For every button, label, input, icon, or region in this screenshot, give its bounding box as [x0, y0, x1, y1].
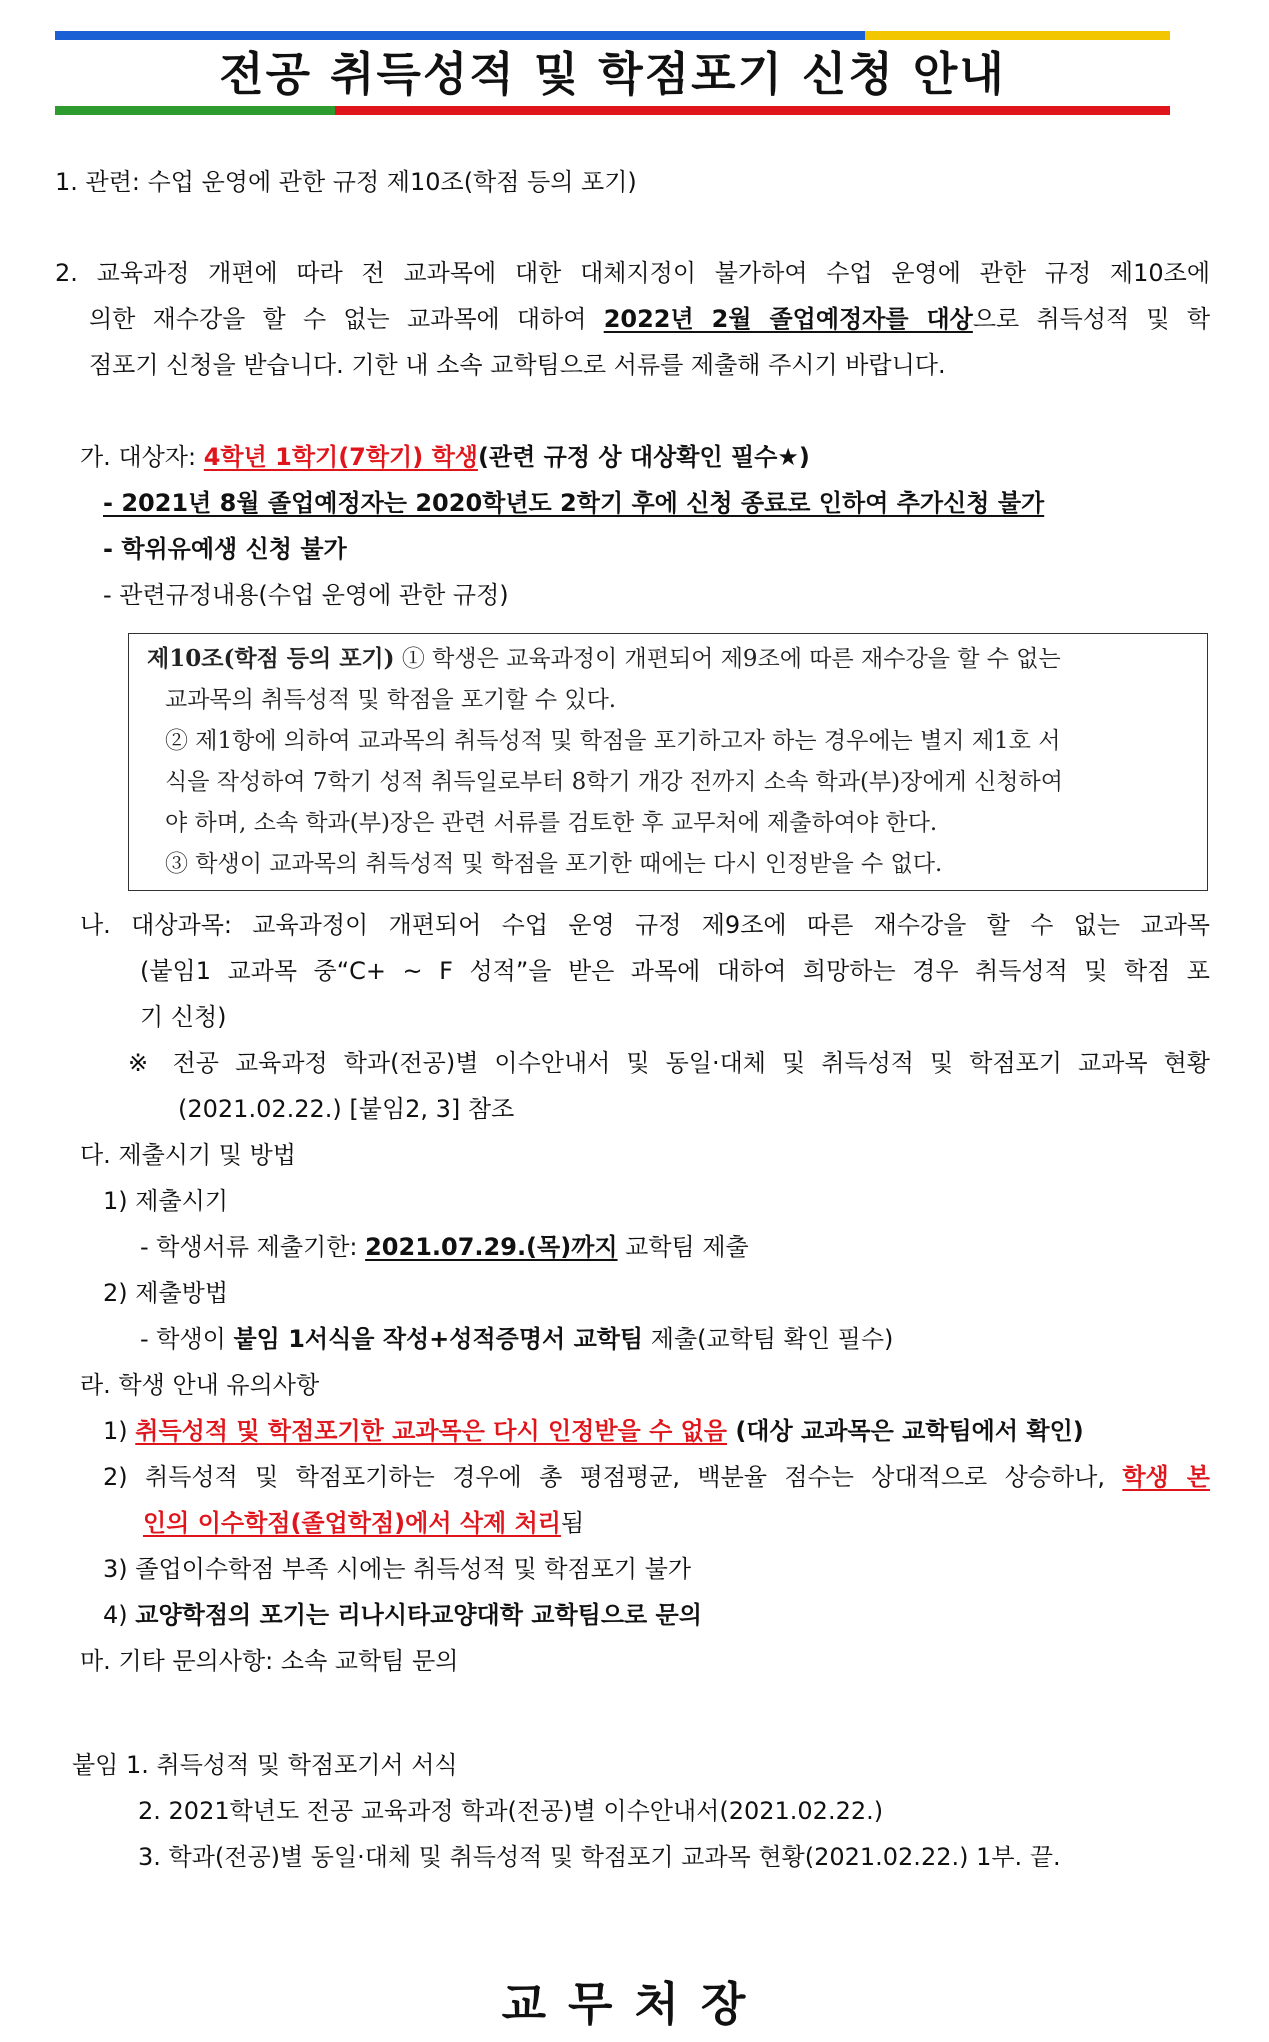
item-2-text: 의한 재수강을 할 수 없는 교과목에 대하여 — [89, 305, 604, 333]
ra-note-2-warning-end: 인의 이수학점(졸업학점)에서 삭제 처리 — [143, 1509, 561, 1537]
da-deadline — [140, 1232, 749, 1262]
deadline-date: 2021.07.29.(목)까지 — [365, 1233, 618, 1261]
regulation-line-5: 야 하며, 소속 학과(부)장은 관련 서류를 검토한 후 교무처에 제출하여야 한다. — [165, 810, 938, 836]
regulation-line-4: 식을 작성하여 7학기 성적 취득일로부터 8학기 개강 전까지 소속 학과(부)장에게 신청하여 — [165, 769, 1063, 795]
section-ga-target — [80, 442, 810, 472]
method-tail: 제출(교학팀 확인 필수) — [643, 1325, 894, 1353]
section-na-subjects-line-3: 기 신청) — [140, 1003, 227, 1031]
ra-note-1-warning: 취득성적 및 학점포기한 교과목은 다시 인정받을 수 없음 — [135, 1417, 727, 1445]
regulation-line-1 — [147, 644, 1061, 674]
ra-note-2-tail: 됨 — [560, 1509, 585, 1537]
signature-academic-affairs-dean: 교무처장 — [501, 1977, 768, 2031]
top-bar-blue-segment — [55, 31, 865, 40]
ra-note-2-text: 2) 취득성적 및 학점포기하는 경우에 총 평점평균, 백분율 점수는 상대적으로 상승하나, — [103, 1463, 1123, 1491]
section-na-subjects-line-1: 나. 대상과목: 교육과정이 개편되어 수업 운영 규정 제9조에 따른 재수강을 할 수 없는 교과목 — [80, 911, 1210, 939]
attachment-1: 붙임 1. 취득성적 및 학점포기서 서식 — [72, 1751, 458, 1779]
title-top-bar — [55, 31, 1170, 40]
section-ra-heading: 라. 학생 안내 유의사항 — [80, 1371, 320, 1399]
item-2-text-tail: 으로 취득성적 및 학 — [972, 305, 1211, 333]
ga-bullet-1 — [103, 488, 1044, 518]
regulation-line-2: 교과목의 취득성적 및 학점을 포기할 수 있다. — [165, 687, 617, 713]
ra-note-2-line-2 — [143, 1508, 584, 1538]
section-ma-contact: 마. 기타 문의사항: 소속 교학팀 문의 — [80, 1647, 459, 1675]
page-title: 전공 취득성적 및 학점포기 신청 안내 — [219, 47, 1006, 101]
da-method-detail — [140, 1324, 893, 1354]
ga-confirm-note: (관련 규정 상 대상확인 필수★) — [477, 443, 810, 471]
regulation-line-6: ③ 학생이 교과목의 취득성적 및 학점을 포기한 때에는 다시 인정받을 수 없다. — [165, 851, 943, 877]
section-na-subjects-line-2: (붙임1 교과목 중“C+ ~ F 성적”을 받은 과목에 대하여 희망하는 경우 취득성적 및 학점 포 — [140, 957, 1210, 985]
ga-bullet-3: - 관련규정내용(수업 운영에 관한 규정) — [103, 581, 509, 609]
item-2-line-2 — [89, 304, 1210, 334]
deadline-tail: 교학팀 제출 — [617, 1233, 749, 1261]
bottom-bar-green-segment — [55, 106, 335, 115]
ra-note-1-detail: (대상 교과목은 교학팀에서 확인) — [726, 1417, 1084, 1445]
ra-note-2-line-1 — [103, 1462, 1210, 1492]
item-2-line-1: 2. 교육과정 개편에 따라 전 교과목에 대한 대체지정이 불가하여 수업 운영에 관한 규정 제10조에 — [55, 259, 1210, 287]
top-bar-yellow-segment — [865, 31, 1170, 40]
na-reference-note-2: (2021.02.22.) [붙임2, 3] 참조 — [178, 1095, 515, 1123]
ga-target-students: 4학년 1학기(7학기) 학생 — [203, 443, 478, 471]
item-2-line-3: 점포기 신청을 받습니다. 기한 내 소속 교학팀으로 서류를 제출해 주시기 바랍니다. — [89, 351, 946, 379]
target-graduates-highlight: 2022년 2월 졸업예정자를 대상 — [603, 305, 973, 333]
ra-note-1 — [103, 1416, 1084, 1446]
bottom-bar-red-segment — [335, 106, 1170, 115]
title-bottom-bar — [55, 106, 1170, 115]
regulation-line-3: ② 제1항에 의하여 교과목의 취득성적 및 학점을 포기하고자 하는 경우에는 별지 제1호 서 — [165, 728, 1061, 754]
ra-note-4 — [103, 1600, 702, 1630]
item-1-related-regulation: 1. 관련: 수업 운영에 관한 규정 제10조(학점 등의 포기) — [55, 168, 637, 196]
ra-note-1-number: 1) — [103, 1417, 136, 1445]
ga-bullet-1-text: - 2021년 8월 졸업예정자는 2020학년도 2학기 후에 신청 종료로 인하여 추가신청 불가 — [103, 489, 1045, 517]
attachment-3: 3. 학과(전공)별 동일·대체 및 취득성적 및 학점포기 교과목 현황(2021.02.22.) 1부. 끝. — [138, 1843, 1061, 1871]
da-submission-period: 1) 제출시기 — [103, 1187, 228, 1215]
ga-label: 가. 대상자: — [80, 443, 204, 471]
regulation-excerpt-box — [128, 633, 1208, 891]
method-required-documents: 붙임 1서식을 작성+성적증명서 교학팀 — [233, 1325, 644, 1353]
da-submission-method: 2) 제출방법 — [103, 1279, 228, 1307]
ra-note-3: 3) 졸업이수학점 부족 시에는 취득성적 및 학점포기 불가 — [103, 1555, 692, 1583]
section-da-heading: 다. 제출시기 및 방법 — [80, 1141, 296, 1169]
regulation-article-title: 제10조(학점 등의 포기) — [147, 645, 395, 672]
method-prefix: - 학생이 — [140, 1325, 234, 1353]
deadline-label: - 학생서류 제출기한: — [140, 1233, 366, 1261]
ra-note-4-text: 교양학점의 포기는 리나시타교양대학 교학팀으로 문의 — [135, 1601, 702, 1629]
na-reference-note-1: ※ 전공 교육과정 학과(전공)별 이수안내서 및 동일·대체 및 취득성적 및 학점포기 교과목 현황 — [128, 1049, 1210, 1077]
ga-bullet-2: - 학위유예생 신청 불가 — [103, 535, 347, 563]
attachment-2: 2. 2021학년도 전공 교육과정 학과(전공)별 이수안내서(2021.02.22.) — [138, 1797, 884, 1825]
regulation-clause-1: ① 학생은 교육과정이 개편되어 제9조에 따른 재수강을 할 수 없는 — [394, 646, 1061, 672]
ra-note-2-warning-start: 학생 본 — [1122, 1463, 1210, 1491]
ra-note-4-number: 4) — [103, 1601, 136, 1629]
